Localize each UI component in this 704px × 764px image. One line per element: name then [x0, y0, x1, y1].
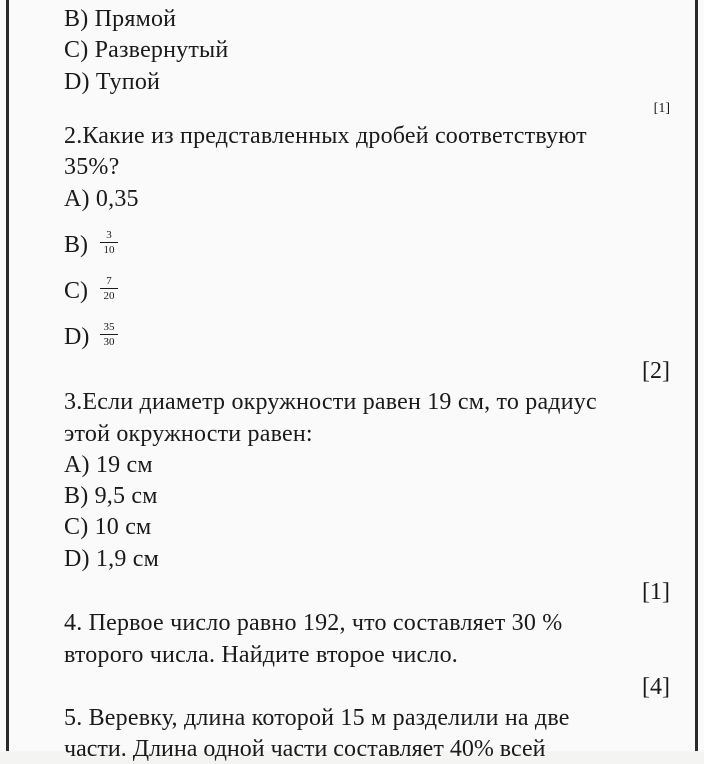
q1-option-d: D) Тупой — [64, 69, 161, 95]
q5-question-line1: 5. Веревку, длина которой 15 м разделили на две — [64, 705, 570, 731]
q2-option-d-label: D) — [64, 324, 90, 350]
q1-option-b: B) Прямой — [64, 6, 177, 32]
q3-option-d: D) 1,9 см — [64, 546, 159, 572]
q1-option-c: C) Развернутый — [64, 37, 229, 63]
q3-question-line1: 3.Если диаметр окружности равен 19 см, то радиус — [64, 389, 597, 415]
q2-question-line1: 2.Какие из представленных дробей соответствуют — [64, 123, 587, 149]
fraction-denominator: 20 — [103, 290, 115, 302]
q4-question-line2: второго числа. Найдите второе число. — [64, 642, 458, 668]
fraction-denominator: 10 — [103, 244, 115, 256]
q4-question-line1: 4. Первое число равно 192, что составляет 30 % — [64, 610, 563, 636]
q2-option-c-label: C) — [64, 278, 88, 304]
q2-option-a: A) 0,35 — [64, 186, 139, 212]
fraction-numerator: 3 — [106, 229, 112, 241]
q2-option-d-fraction — [100, 321, 118, 348]
q3-score: [1] — [642, 579, 670, 605]
q4-score: [4] — [642, 674, 670, 700]
q2-option-b-label: B) — [64, 232, 88, 258]
q2-question-line2: 35%? — [64, 154, 120, 180]
q2-score: [2] — [642, 358, 670, 384]
q1-score: [1] — [653, 101, 670, 116]
fraction-numerator: 7 — [106, 275, 112, 287]
right-margin-rule — [695, 0, 698, 751]
fraction-denominator: 30 — [103, 336, 115, 348]
fraction-bar — [100, 288, 118, 289]
q3-question-line2: этой окружности равен: — [64, 421, 313, 447]
fraction-bar — [100, 242, 118, 243]
q3-option-b: B) 9,5 см — [64, 483, 158, 509]
q2-option-c-fraction — [100, 275, 118, 302]
q3-option-c: C) 10 см — [64, 514, 152, 540]
fraction-numerator: 35 — [103, 321, 115, 333]
q2-option-b-fraction — [100, 229, 118, 256]
q3-option-a: A) 19 см — [64, 452, 153, 478]
q5-question-line2: части. Длина одной части составляет 40% всей — [64, 736, 546, 762]
left-margin-rule — [6, 0, 9, 751]
fraction-bar — [100, 334, 118, 335]
